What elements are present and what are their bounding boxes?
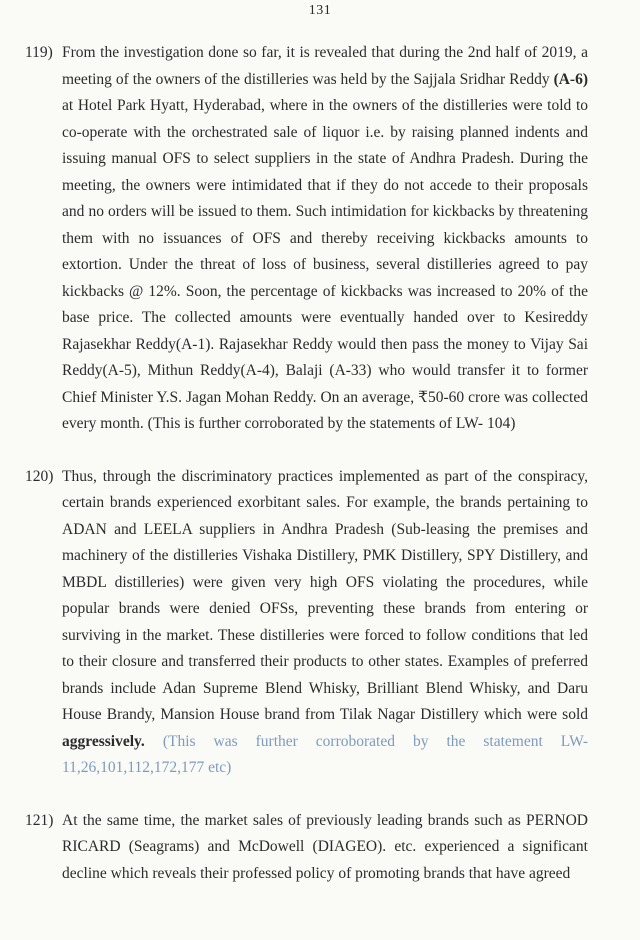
text-segment: (A-6) (553, 70, 588, 88)
paragraph-number: 119) (25, 44, 53, 61)
text-segment (145, 733, 163, 750)
text-segment: aggressively. (62, 732, 145, 750)
paragraph-text (62, 808, 588, 888)
text-segment: Thus, through the discriminatory practices implemented as part of the conspiracy, certain brands experienced exorbitant sales. For example, the brands pertaining to ADAN and LEELA suppliers in Andhra Pradesh (Sub-leasing the premises and machinery of the distilleries Vishaka Distillery, PMK Distillery, SPY Distillery, and MBDL distilleries) were given very high OFS violating the procedures, while popular brands were denied OFSs, preventing these brands from entering or surviving in the market. These distilleries were forced to follow conditions that led to their closure and transferred their products to other states. Examples of preferred brands include Adan Supreme Blend Whisky, Brilliant Blend Whisky, and Daru House Brandy, Mansion House brand from Tilak Nagar Distillery which were sold (62, 467, 588, 723)
text-segment: At the same time, the market sales of previously leading brands such as PERNOD RICARD (Seagrams) and McDowell (DIAGEO). etc. experienced a significant decline which reveals their professed policy of promoting brands that have agreed (62, 811, 588, 882)
page-number: 131 (308, 3, 332, 18)
paragraph-text (62, 464, 588, 782)
paragraph-list (25, 40, 588, 887)
paragraph-number: 120) (25, 467, 54, 485)
paragraph (25, 808, 588, 888)
text-segment: (This was further corroborated by the statement LW-11,26,101,112,172,177 etc) (62, 732, 589, 776)
paragraph (25, 464, 588, 782)
text-segment: at Hotel Park Hyatt, Hyderabad, where in the owners of the distilleries were told to co-operate with the orchestrated sale of liquor i.e. by raising planned indents and issuing manual OFS to select suppliers in the state of Andhra Pradesh. During the meeting, the owners were intimidated that if they do not accede to their proposals and no orders will be issued to them. Such intimidation for kickbacks by threatening them with no issuances of OFS and thereby receiving kickbacks amounts to extortion. Under the threat of loss of business, several distilleries agreed to pay kickbacks @ 12%. Soon, the percentage of kickbacks was increased to 20% of the base price. The collected amounts were eventually handed over to Kesireddy Rajasekhar Reddy(A-1). Rajasekhar Reddy would then pass the money to Vijay Sai Reddy(A-5), Mithun Reddy(A-4), Balaji (A-33) who would transfer it to former Chief Minister Y.S. Jagan Mohan Reddy. On an average, ₹50-60 crore was collected every month. (This is further corroborated by the statements of LW- 104) (62, 97, 588, 432)
paragraph-text (62, 40, 588, 438)
paragraph-number: 121) (25, 811, 54, 829)
text-segment: From the investigation done so far, it is revealed that during the 2nd half of 2019, a meeting of the owners of the distilleries was held by the Sajjala Sridhar Reddy (62, 44, 588, 88)
paragraph (25, 40, 588, 438)
